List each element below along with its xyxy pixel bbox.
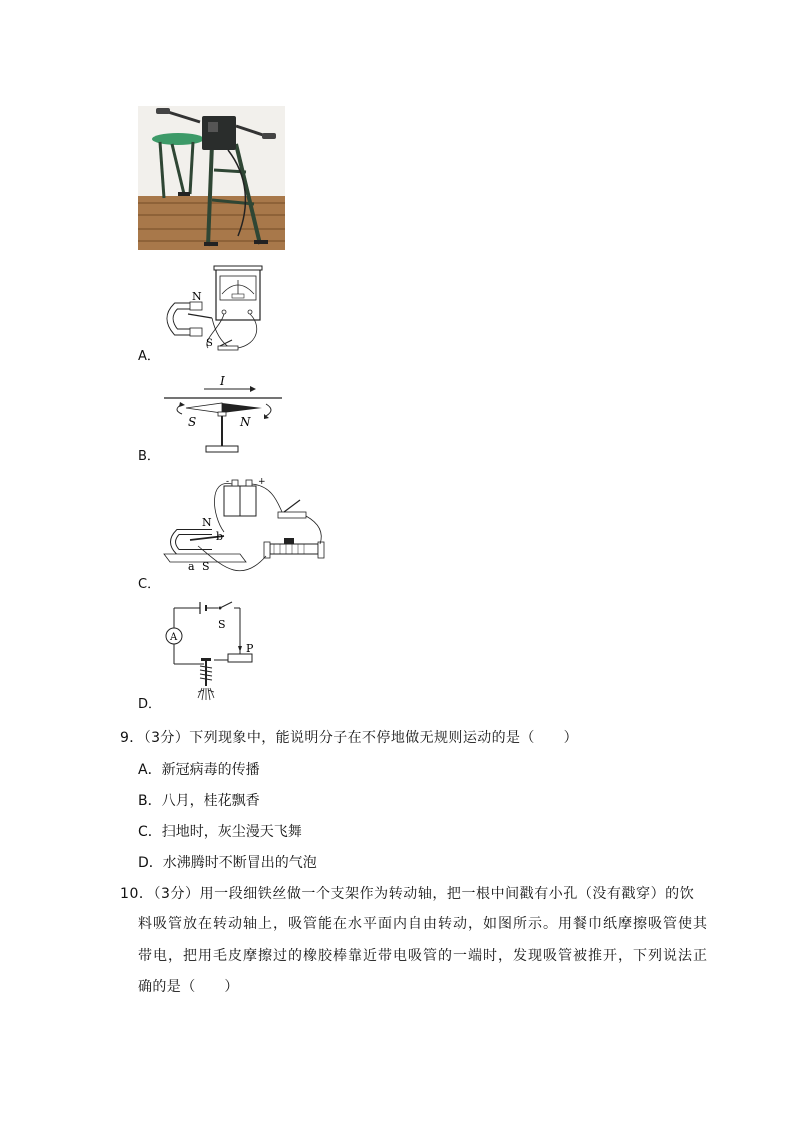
option-c-label: C． [138,577,161,592]
battery-minus: - [226,477,230,487]
option-a-pole-n: N [192,290,202,303]
option-b-current: I [220,374,225,388]
question-10-line-3: 带电，把用毛皮摩擦过的橡胶棒靠近带电吸管的一端时，发现吸管被推开，下列说法正 [138,948,708,964]
option-b-figure [158,372,288,458]
option-c-point-b: b [216,530,224,543]
option-d-slider: P [246,642,254,655]
option-c-pole-n: N [202,516,212,529]
option-c-pole-s: S [202,560,210,573]
option-d-figure [158,600,270,704]
option-d-switch: S [218,618,226,631]
option-a-label: A． [138,349,160,364]
generator-photo [138,106,285,250]
option-a-figure [158,264,268,356]
question-10-line-1: 10．（3分）用一段细铁丝做一个支架作为转动轴，把一根中间戳有小孔（没有戳穿）的饮 [120,886,695,902]
question-9-stem: 9．（3分）下列现象中，能说明分子在不停地做无规则运动的是（ ） [120,730,579,746]
option-d-label: D． [138,697,162,712]
question-9-choice-d: D．水沸腾时不断冒出的气泡 [138,855,317,871]
option-b-pole-n: N [240,415,251,429]
question-9-choice-a: A．新冠病毒的传播 [138,762,260,778]
option-c-point-a: a [188,560,195,573]
option-b-label: B． [138,449,160,464]
option-d-ammeter: A [170,632,178,643]
question-10-line-4: 确的是（ ） [138,979,239,995]
question-10-line-2: 料吸管放在转动轴上，吸管能在水平面内自由转动，如图所示。用餐巾纸摩擦吸管使其 [138,916,708,932]
battery-plus: + [258,477,266,487]
question-9-choice-c: C．扫地时，灰尘漫天飞舞 [138,824,302,840]
option-a-pole-s: S [206,338,213,349]
question-9-choice-b: B．八月，桂花飘香 [138,793,260,809]
option-b-pole-s: S [188,415,197,429]
option-c-figure [160,476,336,582]
